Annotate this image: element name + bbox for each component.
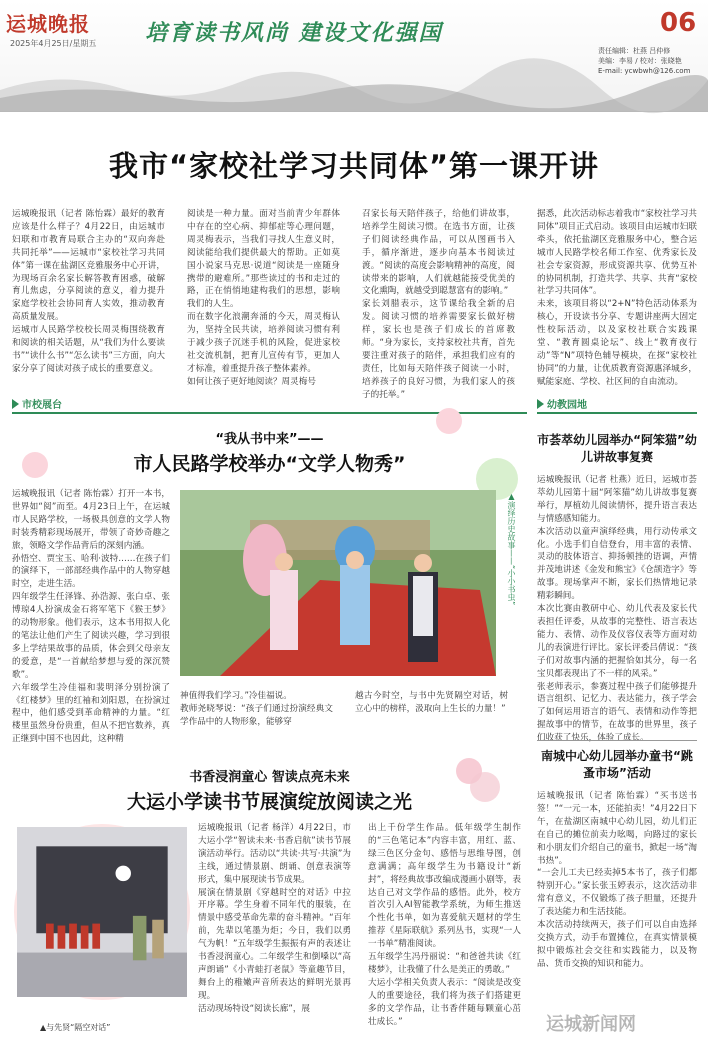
credit-line: 美编：李易 / 校对：张晓艳: [598, 57, 682, 65]
photo-caption: ▲与先贤“隔空对话”: [40, 1023, 111, 1032]
article2-column-2: 出上千份学生作品。低年级学生制作的“三色笔记本”内容丰富，用红、蓝、绿三色区分金句、感悟与思维导图，创意满满；高年级学生为书籍设计“新封”，将经典故事改编成漫画小剧等，表达自己对文学作品的感悟。此外，校方首次引入AI智能教学系统，为师生推送个性化书单，如为喜爱航天题材的学生推荐《星际联航》系列丛书，实现“一人一书单”精准阅读。 五年级学生冯丹丽说：“和爸爸共读《红楼梦》，让我懂了什么是美正的勇敢。” 大运小学相关负责人表示：“阅读是改变人的重要途径，我们将为孩子们搭建更多的文学作品，让书香伴随每颗童心茁壮成长。”: [368, 823, 521, 1027]
section-tab-kindergarten: [537, 398, 697, 414]
article1-column-mid: 神值得我们学习。”冷佳福说。 教师尧晓琴说：“孩子们通过扮演经典文学作品中的人物形象，能够穿: [180, 691, 333, 727]
section-label: 幼教园地: [547, 400, 587, 411]
masthead: [0, 0, 708, 112]
kindergarten-article1-body: 运城晚报讯（记者 杜燕）近日，运城市荟萃幼儿园第十届“阿笨猫”幼儿讲故事复赛举行，厚植幼儿阅读情怀，提升语言表达与情感感知能力。 本次活动以童声演绎经典，用行动传承文化。小选手们自信登台，用丰富的表情、灵动的肢体语言、抑扬顿挫的语调，声情并茂地讲述《金发和熊宝》《仓颉造字》等故事。现场掌声不断，家长们热情地记录精彩瞬间。 本次比赛由教研中心、幼儿代表及家长代表担任评委，从故事的完整性、语言表达能力、表情、动作及仪容仪表等方面对幼儿的表演进行评比。家长评委吕倩说：“孩子们对故事内涵的把握恰如其分，每一名宝贝都表现出了不一样的风采。” 张老师表示，参赛过程中孩子们能够提升语言组织、记忆力、表达能力，孩子学会了如何运用语言的语气、表情和动作等把握故事中的情节，在故事的世界里，孩子们收获了快乐，体验了成长。: [537, 475, 697, 744]
photo-caption: ▲演绎历史故事——“小小书虫”: [507, 492, 516, 606]
article1-column-right: 越古今时空，与书中先贤隔空对话，树立心中的榜样，汲取向上生长的力量！”: [355, 691, 508, 714]
issue-date: 2025年4月25日/星期五: [10, 39, 97, 48]
article2-kicker: 书香浸润童心 智读点亮未来: [189, 770, 350, 785]
site-watermark: 运城新闻网: [546, 1014, 636, 1035]
article1-title: 市人民路学校举办“文学人物秀”: [133, 453, 406, 475]
credit-line: E-mail: ycwbwh@126.com: [598, 67, 691, 75]
article2-title: 大运小学读书节展演绽放阅读之光: [126, 791, 412, 813]
stage-drama-photo: [14, 824, 190, 1000]
mountain-illustration: [0, 60, 708, 112]
top-article-column-2: 阅读是一种力量。面对当前青少年群体中存在的空心病、抑郁症等心理问题，周灵梅表示，当我们寻找人生意义时，阅读能给我们提供最大的帮助。正如莫国小说家马克思·说道“阅读是一座随身携带的避难所。”那些读过的书和走过的路，正在悄悄地建构我们的思想，影响我们的人生。 而在数字化浪潮奔涌的今天，周灵梅认为，坚持全民共读，培养阅读习惯有利于减少孩子沉迷手机的风险，促进家校社交流机制，把育儿宣传有节，更加人才标准，着重提升孩子整体素养。 如何让孩子更好地阅读？周灵梅号: [187, 209, 340, 387]
kindergarten-article1-title: 市荟萃幼儿园举办“阿笨猫”幼儿讲故事复赛: [537, 433, 697, 464]
diamond-icon: [537, 399, 544, 409]
top-article-column-1: 运城晚报讯（记者 陈怡霖）最好的教育应该是什么样子？4月22日，由运城市妇联和市教育局联合主办的“双向奔赴 共同托举”——运城市“家校社学习共同体”第一课在盐湖区竞雅服务中心开讲，为现场百余名家长解答教育困惑，破解育儿焦虑，分享阅读的意义，着力提升家庭学校社会协同育人实效，推动教育高质量发展。 运城市人民路学校校长周灵梅围绕教育和阅读的相关话题，从“我们为什么要读书”“读什么书”“怎么读书”三方面，向大家分享了阅读对孩子成长的重要意义。: [12, 209, 165, 374]
stage-performance-photo: [180, 490, 496, 676]
kindergarten-article2-title: 南城中心幼儿园举办童书“跳蚤市场”活动: [541, 749, 693, 780]
kindergarten-article2-body: 运城晚报讯（记者 陈怡霖）“买书送书签！”“一元一本，还能拍卖！”4月22日下午，在盐湖区南城中心幼儿园，幼儿们正在自己的摊位前卖力吆喝，向路过的家长和小朋友们介绍自己的童书，掀起一场“淘书热”。 “一会儿工夫已经卖掉5本书了，孩子们都特别开心。”家长张玉婷表示，这次活动非常有意义，不仅锻炼了孩子胆量，还提升了表达能力和生活技能。 本次活动持续两天，孩子们可以自由选择交换方式，动手布置摊位，在真实情景模拟中锻炼社会交往和实践能力，以及物品、货币交换的知识和能力。: [537, 791, 697, 969]
article2-column-1: 运城晚报讯（记者 杨洋）4月22日，市大运小学“智读未来·书香启航”读书节展演活动举行。活动以“共读·共写·共演”为主线，通过情景剧、朗诵、创意表演等形式，集中展现读书节成果。 展演在情景剧《穿越时空的对话》中拉开序幕。学生身着不同年代的服装，在情景中感受革命先辈的奋斗精神。“百年前，先辈以笔墨为炬；今日，我们以勇气为帆！”五年级学生振振有声的表述让书香浸润童心。二年级学生和倒嗓以“高声朗诵”《小青蛙打老鼠》等童趣节目，舞台上的稚嫩声音所表达的鲜明光景再现。 活动现场特设“阅读长廊”，展: [198, 823, 351, 1014]
divider: [537, 740, 697, 741]
article1-kicker: “我从书中来”——: [215, 432, 324, 447]
main-headline: 我市“家校社学习共同体”第一课开讲: [108, 149, 600, 183]
top-article-column-4: 据悉，此次活动标志着我市“家校社学习共同体”项目正式启动。该项目由运城市妇联牵头，依托盐湖区竞雅服务中心，整合运城市人民路学校名师工作室、优秀家长及社会专家资源，形成资源共享、优势互补的协同机制，打造共学、共享、共育“家校社学习共同体”。 未来，该项目将以“2+N”特色活动体系为核心，开设读书分享、专题讲座两大固定性校际活动，以及家校社联合实践课堂、“教育圆桌论坛”、线上“教育夜行动”等“N”项特色辅导模块，在探“家校社协同”的力量，让优质教育资源惠泽城乡，赋能家庭、学校、社区间的自由流动。: [537, 209, 697, 387]
section-label: 市校展台: [22, 400, 62, 411]
credit-line: 责任编辑：杜燕 吕仲修: [598, 47, 671, 55]
top-article-column-3: 召家长每天陪伴孩子，给他们讲故事，培养学生阅读习惯。在选书方面，让孩子们阅读经典作品，可以从图画书入手，循序渐进，逐步向基本书阅读过渡。“阅读的高度会影响精神的高度，阅读带来的影响，人们就越能接受优美的文化熏陶，就越受到聪慧富有的影响。” 家长刘腊表示，这节课给我全新的启发。阅读习惯的培养需要家长做好榜样，家长也是孩子们成长的首席教师。“身为家长，支持家校社共育，首先要注重对孩子的陪伴，承担我们应有的责任，比如每天陪伴孩子阅读一小时，培养孩子的良好习惯，为我们家人的孩子的托举。”: [362, 209, 515, 400]
page-number: 06: [660, 8, 697, 38]
article1-column-left: 运城晚报讯（记者 陈怡霖）打开一本书，世界如“阅”而至。4月23日上午，在运城市人民路学校，一场极具创意的文学人物时装秀精彩现场展开，带领了奇妙奇趣之旅，领略文学作品背后的深刻内涵。 孙悟空、贾宝玉、哈利·波特……在孩子们的演绎下，一部部经典作品中的人物穿越时空，走进生活。 四年级学生任泽锋、孙浩源、张白卓、张博琼4人扮演成金石将军笔下《猴王梦》的动物形象。他们表示，这本书用拟人化的笔法让他们产生了阅读兴趣，学习到很多上学结果故事的品质，体会到父母亲友的爱意，是“一首献给梦想与爱的深沉赞歌”。 六年级学生冷佳福和裴明泽分别扮演了《红楼梦》里的红袖和刘阳恩，在扮演过程中，他们感受到革命精神的力量。“红楼里虽然身份贵重，但从不把官数养，真正继到中国不也因此，这种精: [12, 489, 170, 745]
newspaper-logo: 运城晚报: [6, 12, 90, 36]
page-slogan: 培育读书风尚 建设文化强国: [145, 20, 443, 46]
diamond-icon: [12, 399, 19, 409]
